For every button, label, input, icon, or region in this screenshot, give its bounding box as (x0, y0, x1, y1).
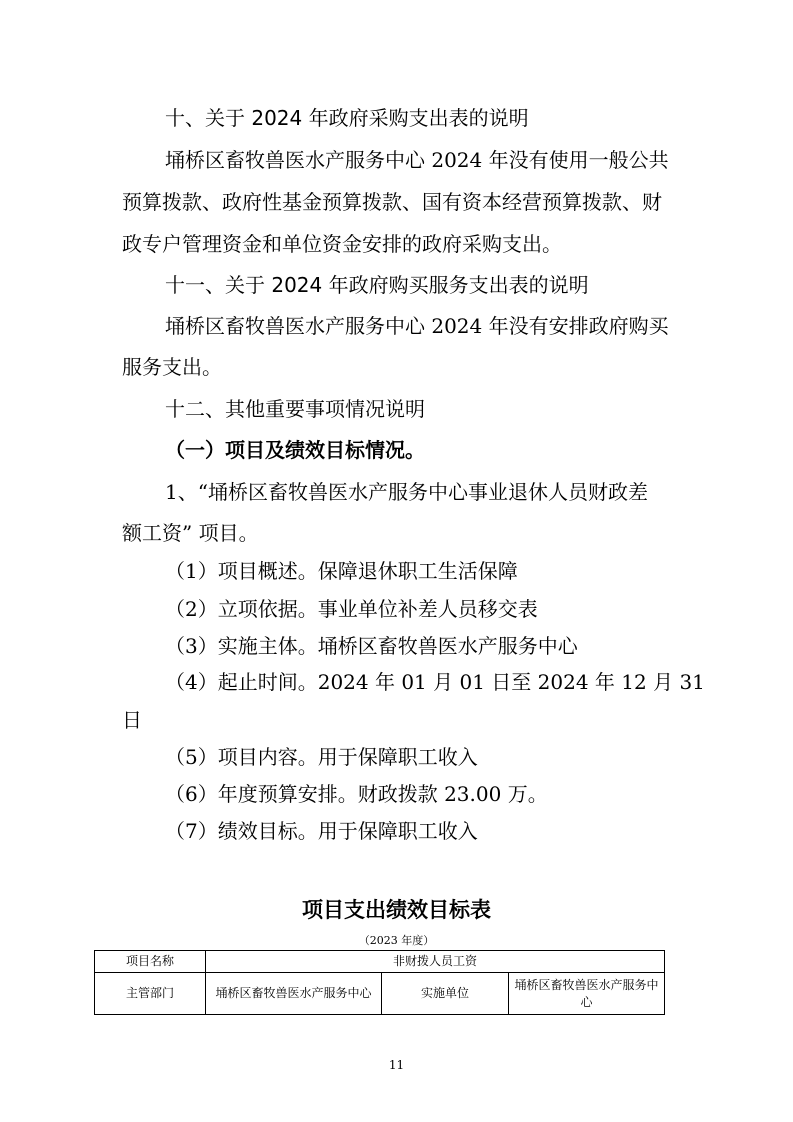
section-10-paragraph-line: 政专户管理资金和单位资金安排的政府采购支出。 (122, 232, 562, 256)
subsection-1-heading: （一）项目及绩效目标情况。 (165, 438, 425, 462)
table-cell-value: 埇桥区畜牧兽医水产服务中心 (206, 973, 382, 1015)
table-row (95, 951, 665, 973)
table-cell-value: 埇桥区畜牧兽医水产服务中心 (509, 973, 665, 1015)
section-10-paragraph-line: 埇桥区畜牧兽医水产服务中心 2024 年没有使用一般公共 (165, 148, 669, 172)
point-1: （1）项目概述。保障退休职工生活保障 (165, 559, 518, 583)
table-cell-value: 非财拨人员工资 (206, 951, 665, 973)
point-3: （3）实施主体。埇桥区畜牧兽医水产服务中心 (165, 634, 578, 658)
item-1-line: 额工资” 项目。 (122, 521, 259, 545)
table-subtitle: （2023 年度） (358, 934, 435, 947)
point-4-line: （4）起止时间。2024 年 01 月 01 日至 2024 年 12 月 31 (165, 670, 705, 694)
table-cell-label: 项目名称 (95, 951, 206, 973)
section-10-paragraph-line: 预算拨款、政府性基金预算拨款、国有资本经营预算拨款、财 (122, 190, 662, 214)
point-5: （5）项目内容。用于保障职工收入 (165, 745, 478, 769)
table-cell-label: 实施单位 (382, 973, 509, 1015)
item-1-line: 1、“埇桥区畜牧兽医水产服务中心事业退休人员财政差 (165, 480, 648, 504)
table-row (95, 973, 665, 1015)
point-4-line: 日 (122, 708, 142, 732)
page-number: 11 (388, 1058, 405, 1072)
section-11-heading: 十一、关于 2024 年政府购买服务支出表的说明 (165, 273, 589, 297)
point-7: （7）绩效目标。用于保障职工收入 (165, 819, 478, 843)
section-12-heading: 十二、其他重要事项情况说明 (165, 397, 425, 421)
section-10-heading: 十、关于 2024 年政府采购支出表的说明 (165, 106, 529, 130)
table-cell-label: 主管部门 (95, 973, 206, 1015)
section-11-paragraph-line: 埇桥区畜牧兽医水产服务中心 2024 年没有安排政府购买 (165, 314, 669, 338)
point-6: （6）年度预算安排。财政拨款 23.00 万。 (165, 782, 548, 806)
section-11-paragraph-line: 服务支出。 (122, 355, 222, 379)
point-2: （2）立项依据。事业单位补差人员移交表 (165, 597, 538, 621)
performance-target-table (94, 950, 665, 1015)
table-title: 项目支出绩效目标表 (302, 898, 491, 922)
